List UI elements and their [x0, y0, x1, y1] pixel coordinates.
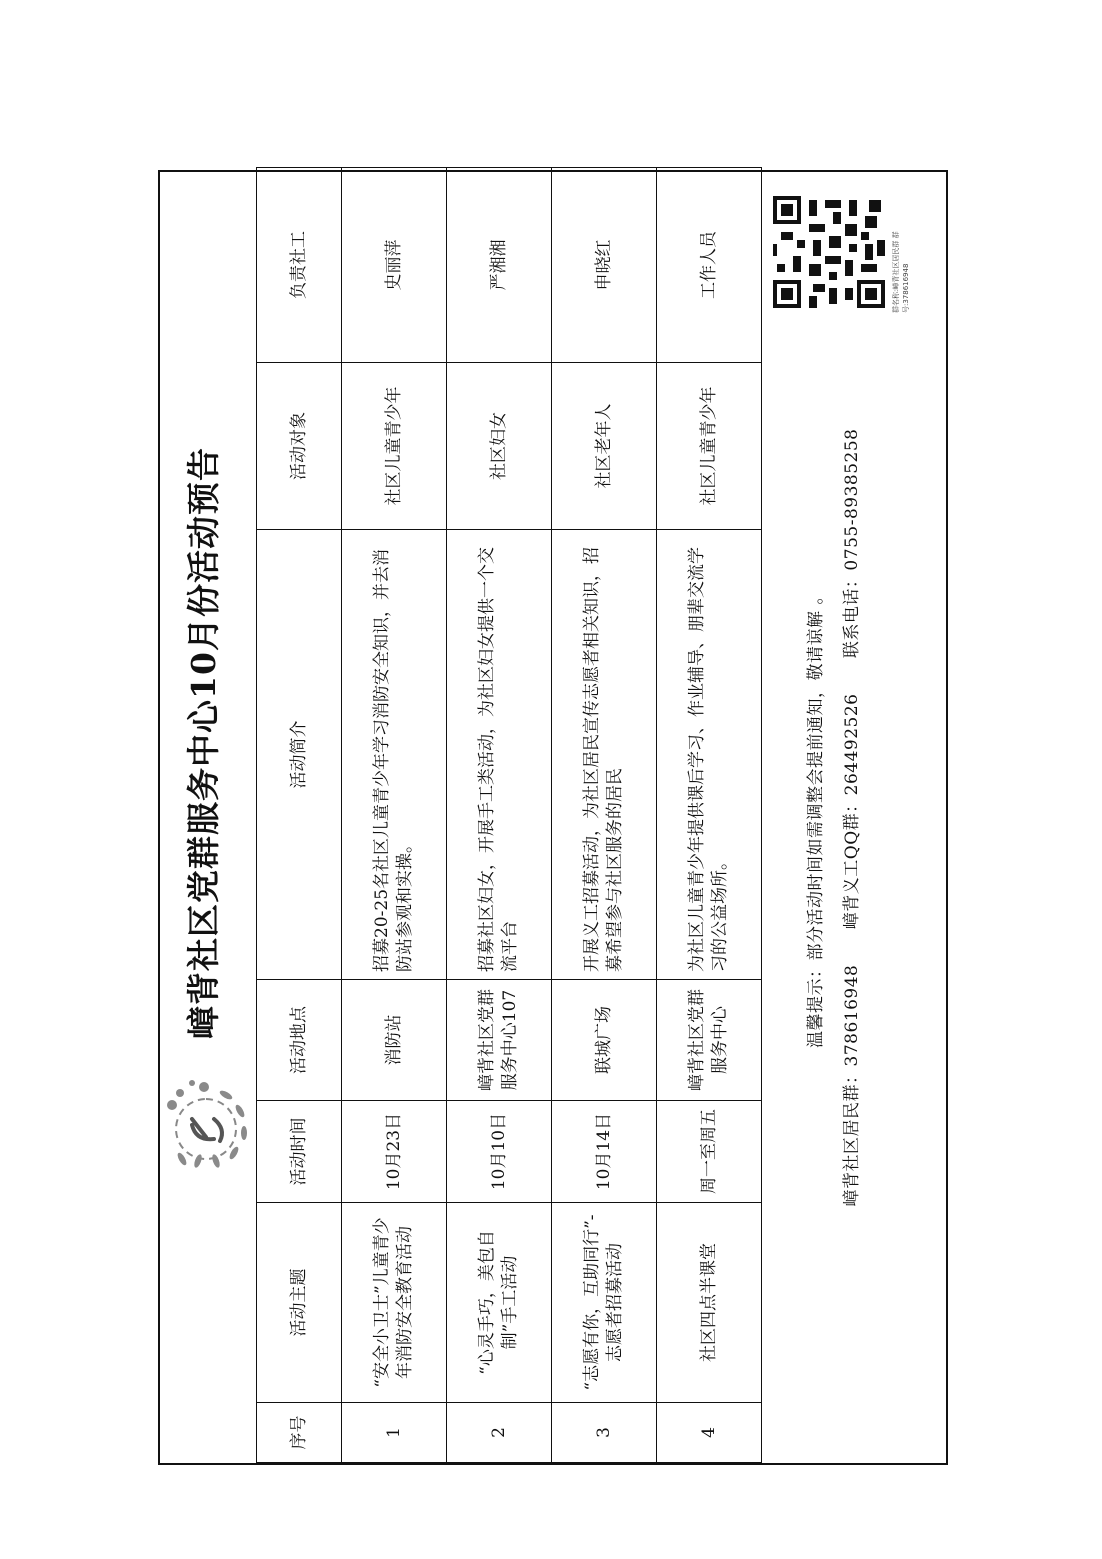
cell-target: 社区儿童青少年 — [657, 363, 762, 530]
cell-place: 联城广场 — [552, 980, 657, 1101]
table-row — [447, 168, 552, 1463]
cell-theme: “志愿有你，互助同行”-志愿者招募活动 — [552, 1203, 657, 1403]
activity-table — [256, 167, 762, 1463]
cell-intro: 开展义工招募活动，为社区居民宣传志愿者相关知识，招募希望参与社区服务的居民 — [552, 530, 657, 980]
cell-no: 4 — [657, 1403, 762, 1463]
table-header-row — [257, 168, 342, 1463]
cell-place: 嶂背社区党群服务中心107 — [447, 980, 552, 1101]
activity-notice-sheet — [158, 170, 948, 1465]
party-emblem-with-flowers-icon — [162, 1061, 254, 1181]
residents-group: 嶂背社区居民群：378616948 — [842, 964, 862, 1207]
cell-time: 10月14日 — [552, 1101, 657, 1203]
cell-place: 消防站 — [342, 980, 447, 1101]
cell-time: 周一至周五 — [657, 1101, 762, 1203]
cell-theme: 社区四点半课堂 — [657, 1203, 762, 1403]
cell-worker: 史丽萍 — [342, 168, 447, 363]
cell-worker: 申晓红 — [552, 168, 657, 363]
header-time: 活动时间 — [257, 1101, 342, 1203]
volunteer-qq-group: 嶂背义工QQ群：264492526 — [842, 693, 862, 930]
qr-code-icon — [773, 196, 885, 308]
cell-target: 社区儿童青少年 — [342, 363, 447, 530]
contact-line — [837, 172, 862, 1463]
cell-no: 2 — [447, 1403, 552, 1463]
table-row — [657, 168, 762, 1463]
cell-intro: 招募20-25名社区儿童青少年学习消防安全知识，并去消防站参观和实操。 — [342, 530, 447, 980]
table-row — [342, 168, 447, 1463]
table-row — [552, 168, 657, 1463]
cell-no: 1 — [342, 1403, 447, 1463]
header-worker: 负责社工 — [257, 168, 342, 363]
header-intro: 活动简介 — [257, 530, 342, 980]
cell-theme: “安全小卫士”儿童青少年消防安全教育活动 — [342, 1203, 447, 1403]
cell-worker: 严湘湘 — [447, 168, 552, 363]
header-no: 序号 — [257, 1403, 342, 1463]
header-target: 活动对象 — [257, 363, 342, 530]
cell-intro: 为社区儿童青少年提供课后学习、作业辅导、朋辈交流学习的公益场所。 — [657, 530, 762, 980]
title-band — [160, 172, 256, 1463]
cell-place: 嶂背社区党群服务中心 — [657, 980, 762, 1101]
header-theme: 活动主题 — [257, 1203, 342, 1403]
cell-time: 10月10日 — [447, 1101, 552, 1203]
page-title: 嶂背社区党群服务中心10月份活动预告 — [184, 447, 223, 1039]
header-place: 活动地点 — [257, 980, 342, 1101]
contact-phone: 联系电话：0755-89385258 — [842, 428, 862, 659]
cell-theme: “心灵手巧，美包自制”手工活动 — [447, 1203, 552, 1403]
cell-target: 社区老年人 — [552, 363, 657, 530]
cell-worker: 工作人员 — [657, 168, 762, 363]
footer — [761, 172, 950, 1463]
qr-caption: 群名称:嶂背社区居民群 群号:378616948 — [892, 231, 910, 313]
cell-time: 10月23日 — [342, 1101, 447, 1203]
cell-no: 3 — [552, 1403, 657, 1463]
cell-intro: 招募社区妇女，开展手工类活动，为社区妇女提供一个交流平台 — [447, 530, 552, 980]
cell-target: 社区妇女 — [447, 363, 552, 530]
notice-text: 温馨提示：部分活动时间如需调整会提前通知，敬请谅解 。 — [806, 587, 826, 1048]
